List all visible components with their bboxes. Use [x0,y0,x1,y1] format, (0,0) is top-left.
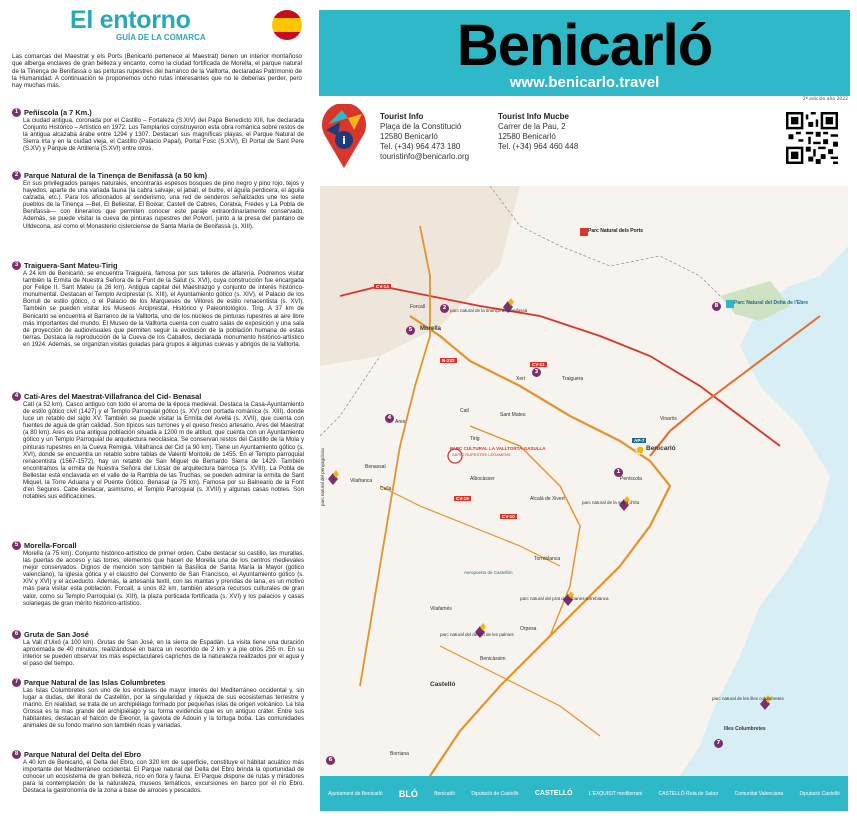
route-body: A 40 km de Benicarló, el Delta del Ebro, con 320 km de superficie, constituye el hábitat acuático más importante del Mediterráneo occidental. El Parque natural del Delta del Ebro brinda la oportunidad de conocer un ecosistema de gran belleza, rico en flora y fauna. El Parque dispone de rutas y miradores para la contemplación de la naturaleza, museos temáticos, excursiones en barco por el río Ebro. Destaca la gastronomía de la zona a base de arroces y pescados. [23,759,304,795]
map-label-desert: parc natural del desert de les palmes [440,632,514,637]
tourist-mucbe-phone[interactable]: Tel. (+34) 964 460 448 [498,142,579,151]
route-4 [12,392,304,500]
logo-diputacio: Diputació de Castelló [471,790,519,797]
map-town-benicarlo: Benicarló [646,445,676,452]
tourist-mucbe-block [498,112,578,152]
logo-comunitat: Comunitat Valenciana [734,790,784,797]
logo-diputacio-2: Diputació Castelló [799,790,840,797]
map-marker-3[interactable]: 3 [532,368,541,377]
section-title: El entorno [70,6,191,34]
tourist-info-address: Plaça de la Constitució [380,122,462,131]
route-8 [12,750,304,794]
map-marker-4[interactable]: 4 [385,414,394,423]
logo-ruta-sabor: CASTELLÓ Ruta de Sabor [658,790,719,797]
tourist-info-phone[interactable]: Tel. (+34) 964 473 180 [380,142,461,151]
map-marker-8[interactable]: 8 [712,302,721,311]
route-body: Morella (a 75 km). Conjunto histórico-artístico de primer orden. Cabe destacar su castillo, las murallas, las puertas de acceso y las torres, elementos que hacen de Morella una de los centros medievales mejor conservados. Dignos de mención son también la Basílica de Santa María la Mayor (gótico valenciano), la iglesia gótica y el claustro del Convento de San Francisco, el Ayuntamiento gótico (s. XIV y XVI) y el acueducto. Además, la artesanía textil, con las mantas y prendas de lana, es un motivo más para visitar esta población. Forcall, a unos 82 km, también atesora recursos culturales de gran valor, como su Templo Parroquial (s. XIII), la plaza porticada fortificada (s. XVI) y los palacios y casas solariegas de gran mérito histórico-artístico. [23,550,304,607]
route-number: 5 [12,541,21,550]
map-label-valltorta-sub: ABRIC RUPESTRE LEGAMENS [452,452,511,457]
road-tag-n232: N-232 [442,358,455,363]
tourist-info-block [380,112,469,162]
map-town-xert: Xert [516,376,526,382]
route-title: Traiguera-Sant Mateu-Tirig [24,261,118,270]
route-5 [12,541,304,607]
tourist-mucbe-address: Carrer de la Pau, 2 [498,122,566,131]
map-town-alcala: Alcalà de Xivert [530,496,565,502]
section-subtitle: GUÍA DE LA COMARCA [116,33,206,42]
route-2 [12,171,304,230]
map-marker-1[interactable]: 1 [614,468,623,477]
route-number: 4 [12,392,21,401]
map-town-peniscola: Peníscola [620,476,642,482]
route-title: Morella-Forcall [24,541,77,550]
edition-note: 2ª edición año 2022 [802,97,848,102]
logo-exquisit: L'EXQUISIT mediterrani [588,790,643,797]
route-number: 7 [12,678,21,687]
map-town-morella: Morella [420,326,442,332]
map-label-penyagolosa: parc natural del penyagolosa [320,448,325,506]
map-town-vinaros: Vinaròs [660,416,677,422]
logo-blo: BLÓ [398,788,418,799]
map-label-tinenca: parc natural de la tinença de benifassà [450,308,528,313]
logo-castello: CASTELLÓ [534,789,573,797]
left-column [0,0,305,821]
city-title: Benicarló [456,13,713,78]
route-title: Parque Natural de la Tinença de Benifassà (a 50 km) [24,171,208,180]
route-body: La ciudad antigua, coronada por el Castillo – Fortaleza (S.XIV) del Papa Benedicto XIII, fue declarada Conjunto Histórico – Artístico en 1972. Los Templarios construyeron esta obra románica sobre restos de la antigua alcazaba árabe entre 1294 y 1307. Destacan sus magníficas playas, el Parque Natural de Sierra Irta y en la ciudad vieja, el Castillo (Palacio Papal), Portal Fosc (S.XVI), El Portal de Sant Pere (S.XV) y Parque de Artillería (S.XVI) entre otros. [23,117,304,153]
spain-flag-icon [272,10,302,40]
route-body: La Vall d'Uixó (a 100 km). Grutas de San José, en la sierra de Espadán. La visita tiene una duración aproximada de 40 minutos, realizándose en barca un recorrido de 2 km y a pie otros 255 m. En su interior se pueden observar los más espectaculares caprichos de la naturaleza realizados por el agua y el paso del tiempo. [23,639,304,668]
map-town-ares: Ares [395,419,406,425]
map-label-valltorta: PARC CULTURAL LA VALLTORTA-GASULLA [450,446,546,451]
map-marker-6[interactable]: 6 [326,756,335,765]
map-canvas [320,186,848,776]
route-title: Parque Natural del Delta del Ebro [24,750,142,759]
map-label-irta: parc natural de la serra d'irta [582,500,640,505]
road-tag-cv10: CV-10 [502,514,515,519]
route-title: Gruta de San José [24,630,89,639]
route-number: 2 [12,171,21,180]
map-town-benicassim: Benicàssim [480,656,506,662]
route-body: Catí (a 52 km). Casco antiguo con todo el aroma de la época medieval. Destaca la Casa-Ayuntamiento de estilo gótico civil (1427) y el Templo Parroquial gótico (s. XV) con portada románica (s. XIII), donde luce un retablo del siglo XV. También se puede visitar la Ermita del Avellà (s. XVII), que cuenta con fuentes de agua de gran calidad. Son típicos sus turrones y el queso fresco artesano. Ares del Maestrat (a 80 km). Ares es una antigua población situada a 1200 m de altitud, que cuenta con un Ayuntamiento gótico y un Templo Parroquial de arquitectura neoclásica. Se conservan restos del Castillo de la Mola y pinturas rupestres en la Cueva Remigia. Villafranca del Cid (a 90 km). Tiene un Ayuntamiento gótico (s. XVI), donde se encuentra un retablo sobre tablas de Valentí Montoliu de 1455. En el Templo parroquial renacentista (1567-1572), hay un retablo de San Miguel de Bernardo Sierra de 1429. También encontramos la ermita de Nuestra Señora del Llosar de arquitectura barroca (s. XVIII). La Pobla de Bellestar está enclavada en el valle de la Rambla de las Truchas, se pueden admirar la ermita de Sant Miquel, la Torre Aduana y el Puente Gótico. Benasal (a 75 km). Famosa por su Balneario de la Font d'en Segures. Cabe destacar, asimismo, el Templo Parroquial (s. XVIII) y algunas casas nobles. Son notables sus edificaciones. [23,401,304,501]
route-7 [12,678,304,730]
region-map[interactable] [320,186,848,776]
map-town-torreblanca: Torreblanca [534,556,561,562]
map-town-forcall: Forcall [410,304,426,310]
title-banner [319,10,850,96]
qr-code-icon[interactable] [786,112,838,164]
right-column [316,0,854,821]
map-town-castello: Castelló [430,681,456,688]
map-marker-2[interactable]: 2 [440,304,449,313]
map-label-illes: Illes Columbretes [724,726,766,732]
route-number: 3 [12,261,21,270]
map-town-cati: Catí [460,408,470,414]
map-town-benassal: Benassal [365,464,386,470]
map-town-borriana: Borriana [390,751,409,757]
route-3 [12,261,304,348]
route-title: Parque Natural de las Islas Columbretes [24,678,166,687]
map-town-albocasser: Albocàsser [470,476,495,482]
tourist-info-logo-icon [318,104,370,170]
map-label-prat: parc natural del prat de cabanes-torreblanca [520,596,609,601]
map-town-vilafames: Vilafamés [430,606,452,612]
map-marker-7[interactable]: 7 [714,739,723,748]
svg-text:i: i [342,134,346,147]
logo-ajuntament: Ajuntament de Benicarló [328,790,383,797]
map-marker-5[interactable]: 5 [406,326,415,335]
route-number: 8 [12,750,21,759]
map-label-parc-delta: Parc Natural del Delta de l'Ebre [734,300,808,306]
map-label-parc-ports: Parc Natural dels Ports [588,228,644,234]
route-title: Catí-Ares del Maestrat-Villafranca del Cid- Benasal [24,392,202,401]
route-title: Peñíscola (a 7 Km.) [24,108,92,117]
map-label-aeropuerto: Aeropuerto de Castellón [464,570,513,575]
route-number: 1 [12,108,21,117]
map-label-columbretes-parc: parc natural de les illes columbretes [712,696,784,701]
map-town-vilafranca: Vilafranca [350,478,373,484]
tourist-mucbe-title: Tourist Info Mucbe [498,112,569,121]
intro-paragraph: Las comarcas del Maestrat y els Ports (Benicarló pertenece al Maestrat) tienen un interior montañoso que alberga enclaves de gran belleza y encanto, como la ciudad fortificada de Morella, el parque natural de la Tinença de Benifassà o las pinturas rupestres del barranco de la Valltorta, declaradas Patrimonio de la Humanidad. A continuación te proponemos ocho rutas interesantes que no te deberías perder, pero hay muchas más. [12,53,302,90]
route-number: 6 [12,630,21,639]
map-town-orpesa: Orpesa [520,626,537,632]
website-link[interactable]: www.benicarlo.travel [509,74,660,91]
route-6 [12,630,304,667]
route-body: En sus privilegiados parajes naturales, encontrarás espesos bosques de pino negro y pino rojo, tejos y hayedos, aparte de una variada fauna (la cabra salvaje, el jabalí, el buitre, el águila perdicera, el águila calzada, etc.). Para los aficionados al senderismo, una red de senderos señalizados une los siete pueblos de la Tinença —Bel, El Bellestar, El Boixar, Castell de Cabres, Coratxa, Fredes y La Pobla de Benifassà— con itinerarios que permiten conocer este paraje extraordinariamente conservado. Además, se puede visitar la cueva de pinturas rupestres del Polvorí, junto a la presa del pantano de Ulldecona, así como el Monasterio cisterciense de Santa María de Benifassà (s. XIII). [23,180,304,230]
sponsor-footer [320,776,848,811]
route-1 [12,108,304,152]
road-tag-cv14: CV-14 [376,284,389,289]
road-tag-cv15: CV-15 [456,496,469,501]
tourist-info-city: 12580 Benicarló [380,132,438,141]
road-tag-cv11: CV-11 [532,362,545,367]
logo-benicarlo: Benicarló [434,790,456,797]
route-body: Las Islas Columbretes son uno de los enclaves de mayor interés del Mediterráneo occidental y, sin lugar a dudas, del litoral de Castellón, por la singularidad y riqueza de sus ecosistemas terrestre y marino. En realidad, se trata de un archipiélago formado por pequeñas islas de origen volcánico. La Isla Grossa es la mas grande del archipiélago y su forma evidencia que es un antiguo cráter. Entre sus habitantes, destacan el halcón de Eleonor, la gaviota de Adouin y la tortuga boba. Las comunidades animales de su fondo marino son también ricas y variadas. [23,687,304,730]
map-town-traiguera: Traiguera [562,376,584,382]
map-town-culla: Culla [380,486,392,492]
map-town-tirig: Tirig [470,436,480,442]
tourist-info-email[interactable]: touristinfo@benicarlo.org [380,152,470,161]
tourist-info-title: Tourist Info [380,112,424,121]
map-town-sant-mateu: Sant Mateu [500,412,526,418]
route-body: A 24 km de Benicarló, se encuentra Traiguera, famosa por sus talleres de alfarería. Podremos visitar también la Ermita de Nuestra Señora de la Font de la Salut (s. XVI), cuya construcción fue encargada por Felipe II. Sant Mateu (a 26 km). Antigua capital del Maestrazgo y conjunto de interés histórico-monumental. Destacan el Templo Arciprestal (s. XIII), el Ayuntamiento gótico (s. XIV), el Palacio de los Borrull de estilo gótico, o el Palacio de los Marqueses de Villores de estilo renacentista (s. XVI). También se pueden visitar los Museos Arciprestal, Histórico y Paleontológico. Tirig. A 37 km de Benicarló se encuentra el Barranco de la Valltorta, uno de los núcleos de pinturas rupestres al aire libre más importantes del mundo. El Museo de la Valltorta cuenta con cuatro salas de exposición y una sala de proyección de audiovisuales que permiten seguir la evolución de la población humana de estas tierras. Destaca la reproducción de la Cueva de los Caballos, declarada monumento histórico-artístico en 1924. Además, se organizan visitas guiadas para grupos a algunas cuevas y abrigos de la Valltorta. [23,270,304,348]
road-tag-ap7: AP-7 [634,438,645,443]
tourist-mucbe-city: 12580 Benicarló [498,132,556,141]
